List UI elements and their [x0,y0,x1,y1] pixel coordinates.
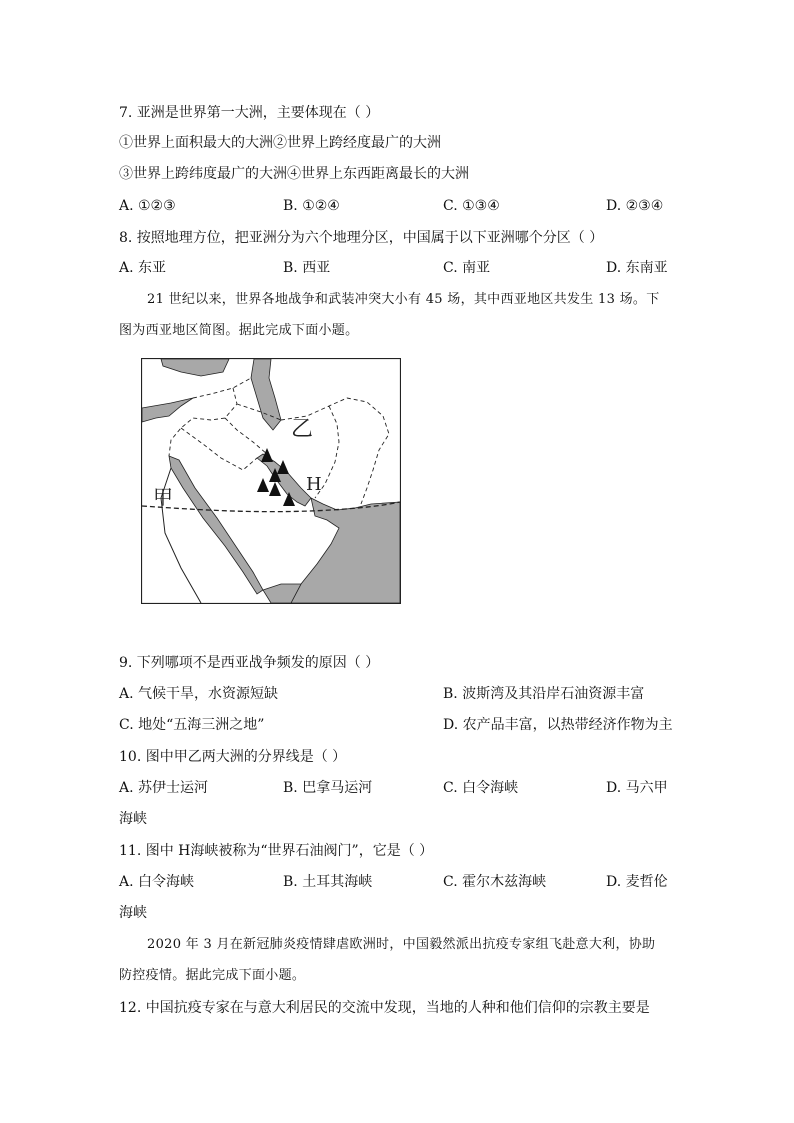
q11-option-d: D. 麦哲伦 [606,874,668,890]
intro1-line1: 21 世纪以来，世界各地战争和武装冲突大小有 45 场，其中西亚地区共发生 13 场。下 [147,292,660,307]
q10-option-d-wrap: 海峡 [119,811,147,827]
q11-option-d-wrap: 海峡 [119,905,147,921]
q8-option-a: A. 东亚 [119,260,167,276]
q12-stem: 12. 中国抗疫专家在与意大利居民的交流中发现，当地的人种和他们信仰的宗教主要是 [119,1000,650,1016]
q9-option-b: B. 波斯湾及其沿岸石油资源丰富 [443,686,645,702]
q7-stem: 7. 亚洲是世界第一大洲，主要体现在（ ） [119,105,380,121]
q9-stem: 9. 下列哪项不是西亚战争频发的原因（ ） [119,655,380,671]
west-asia-map [141,358,401,604]
q11-option-c: C. 霍尔木兹海峡 [443,874,547,890]
q7-option-b: B. ①②④ [283,198,340,214]
q10-option-a: A. 苏伊士运河 [119,780,209,796]
q10-option-d: D. 马六甲 [606,780,668,796]
q7-option-d: D. ②③④ [606,198,664,214]
q11-stem: 11. 图中 H海峡被称为“世界石油阀门”，它是（ ） [119,843,434,859]
q11-option-b: B. 土耳其海峡 [283,874,373,890]
q11-option-a: A. 白令海峡 [119,874,195,890]
q9-option-c: C. 地处“五海三洲之地” [119,717,265,733]
intro2-line2: 防控疫情。据此完成下面小题。 [119,968,306,983]
q10-stem: 10. 图中甲乙两大洲的分界线是（ ） [119,749,347,765]
q9-option-d: D. 农产品丰富，以热带经济作物为主 [443,717,673,733]
label-h: H [306,474,322,495]
q8-option-d: D. 东南亚 [606,260,668,276]
q8-option-c: C. 南亚 [443,260,491,276]
intro2-line1: 2020 年 3 月在新冠肺炎疫情肆虐欧洲时，中国毅然派出抗疫专家组飞赴意大利，协助 [147,937,656,952]
intro1-line2: 图为西亚地区简图。据此完成下面小题。 [119,323,359,338]
q10-option-c: C. 白令海峡 [443,780,519,796]
q7-option-a: A. ①②③ [119,198,176,214]
q9-option-a: A. 气候干旱，水资源短缺 [119,686,279,702]
q8-stem: 8. 按照地理方位，把亚洲分为六个地理分区，中国属于以下亚洲哪个分区（ ） [119,230,604,246]
q7-statement-1: ①世界上面积最大的大洲②世界上跨经度最广的大洲 [119,135,441,151]
q7-statement-2: ③世界上跨纬度最广的大洲④世界上东西距离最长的大洲 [119,166,469,182]
q8-option-b: B. 西亚 [283,260,331,276]
label-yi: 乙 [291,417,314,442]
label-jia: 甲 [153,485,173,509]
q7-option-c: C. ①③④ [443,198,500,214]
q10-option-b: B. 巴拿马运河 [283,780,373,796]
